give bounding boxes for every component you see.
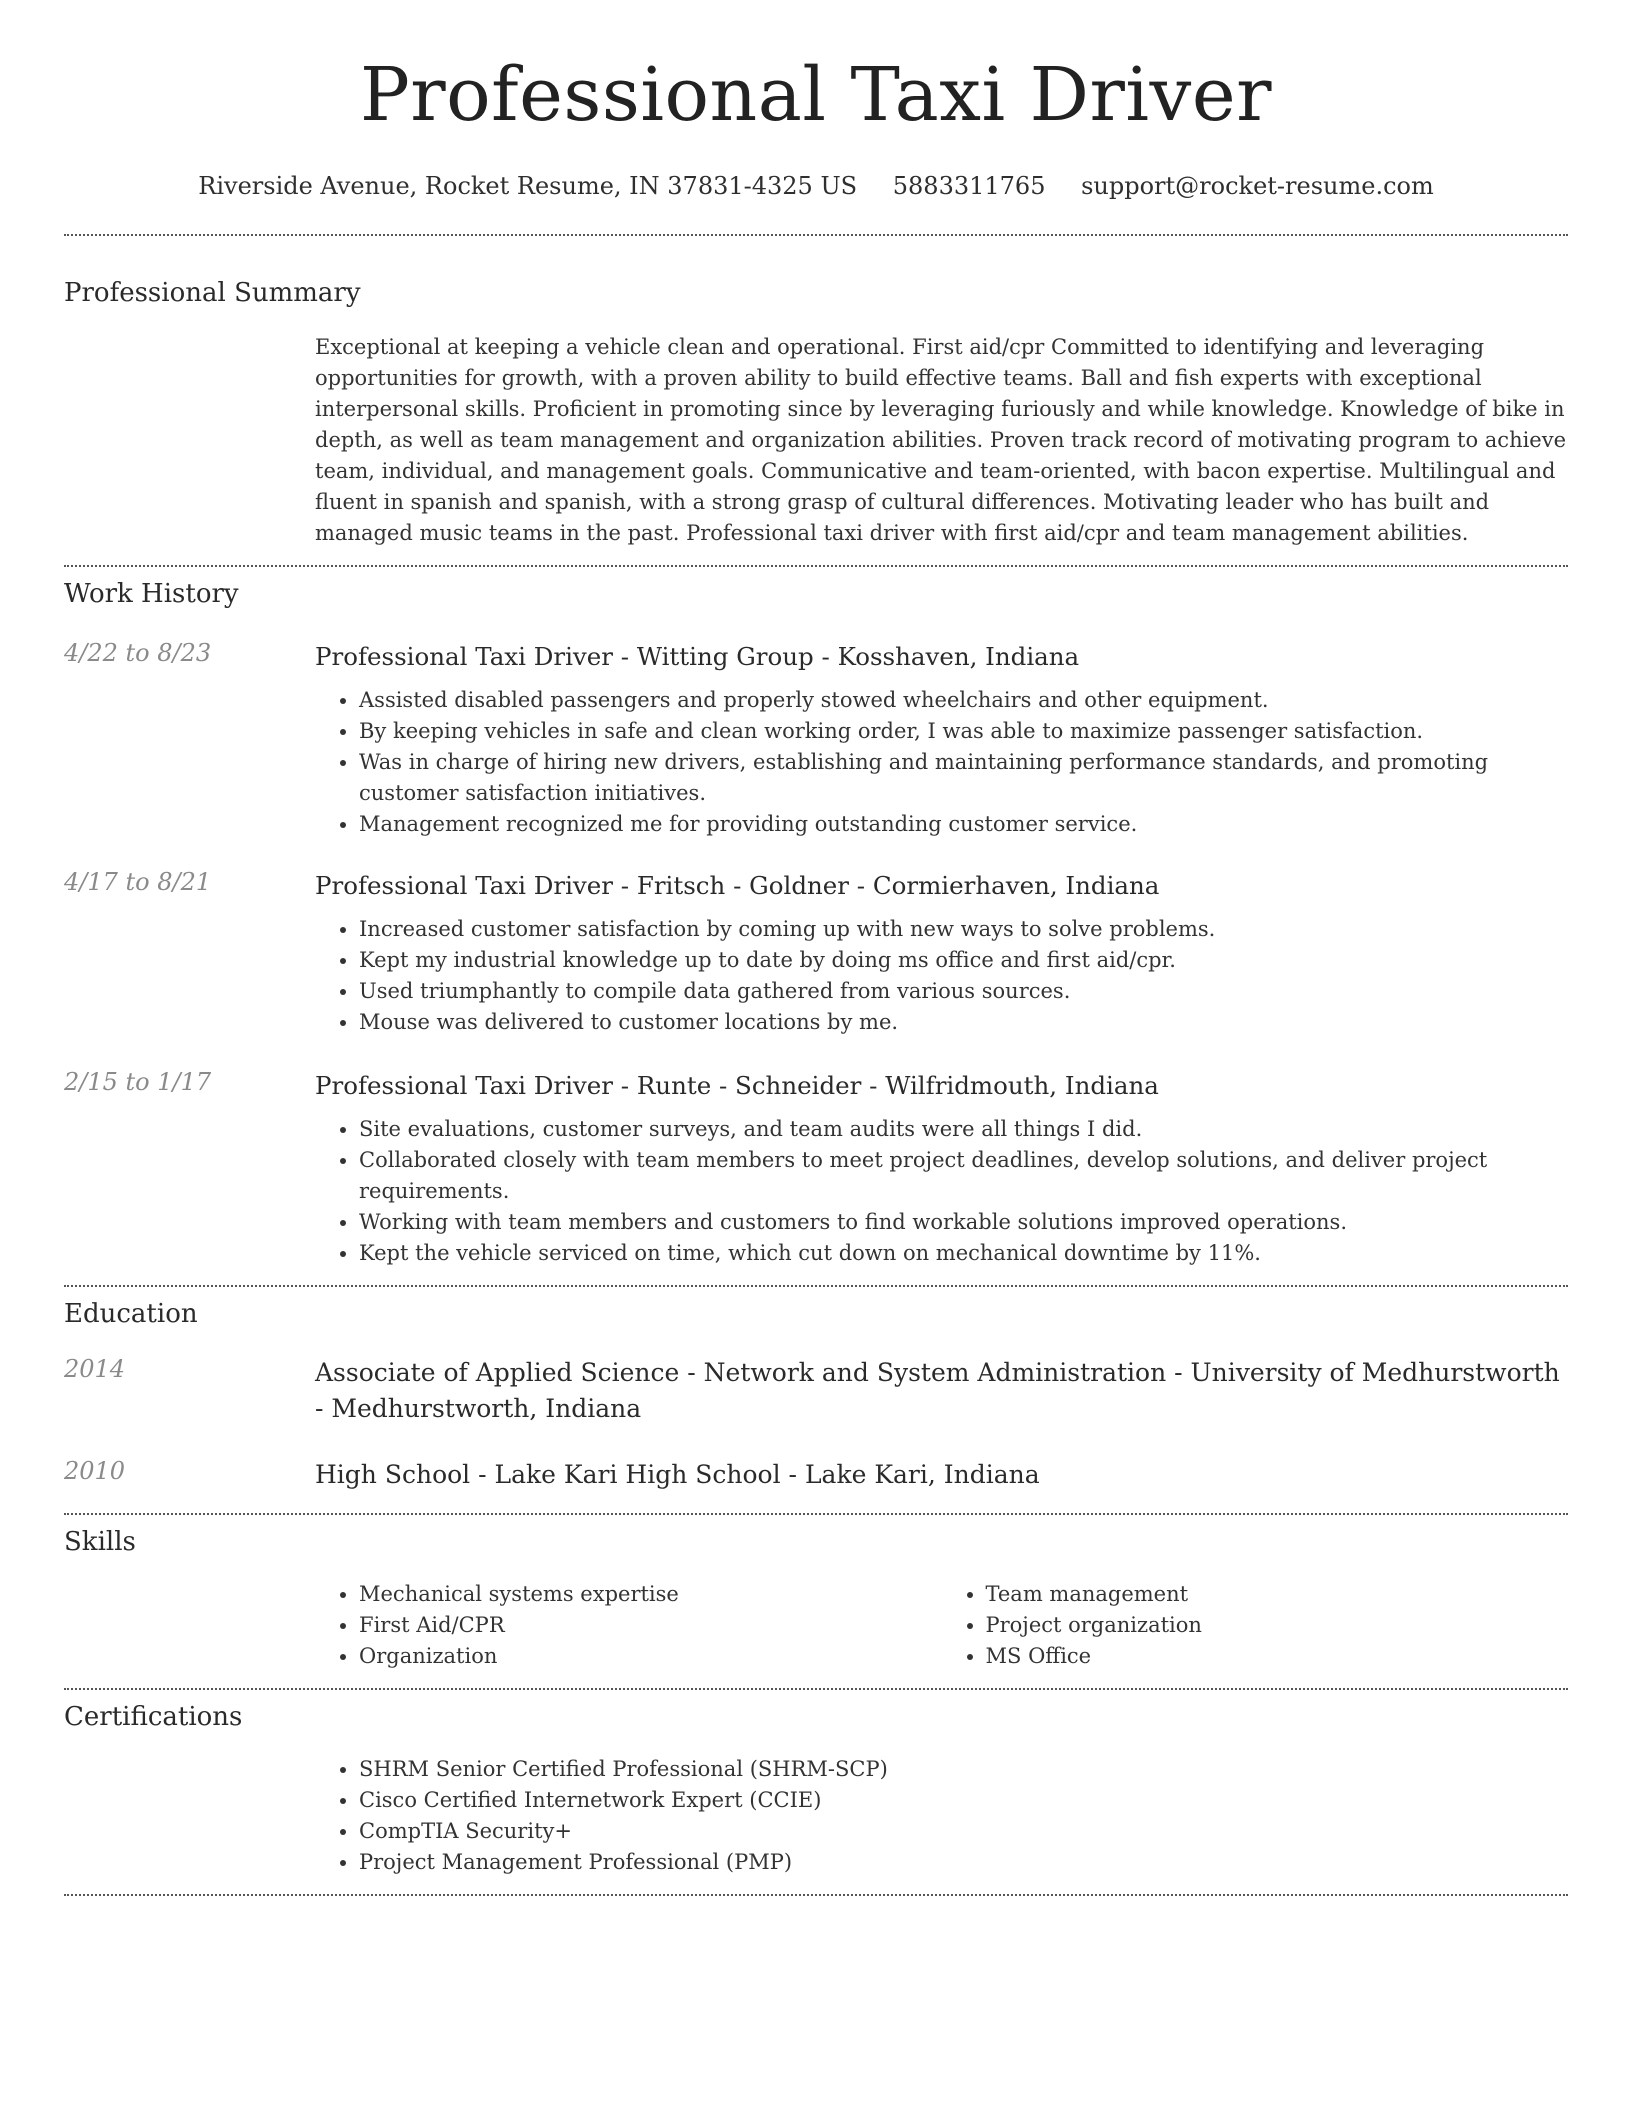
- job-company: Runte - Schneider: [636, 1071, 862, 1100]
- list-item: • Organization: [359, 1641, 942, 1672]
- list-item: • Kept the vehicle serviced on time, which cut down on mechanical downtime by 11%.: [359, 1238, 1568, 1269]
- contact-address: Riverside Avenue, Rocket Resume, IN 37831-4325 US: [198, 172, 858, 200]
- job-dates: 2/15 to 1/17: [64, 1068, 212, 1096]
- education-degree: High School: [315, 1460, 471, 1489]
- education-degree: Associate of Applied Science - Network and System Administration: [315, 1358, 1167, 1387]
- divider: [64, 234, 1568, 236]
- list-item: • Kept my industrial knowledge up to date by doing ms office and first aid/cpr.: [359, 945, 1568, 976]
- section-title-education: Education: [64, 1299, 198, 1329]
- list-item: • SHRM Senior Certified Professional (SHRM-SCP): [359, 1754, 1568, 1785]
- list-item: • Management recognized me for providing outstanding customer service.: [359, 809, 1568, 840]
- list-item: • Was in charge of hiring new drivers, establishing and maintaining performance standards, and promoting customer satisfaction initiatives.: [359, 747, 1568, 809]
- list-item: • First Aid/CPR: [359, 1610, 942, 1641]
- contact-phone: 5883311765: [892, 172, 1046, 200]
- education-location: Lake Kari, Indiana: [804, 1460, 1040, 1489]
- list-item: • Mouse was delivered to customer locations by me.: [359, 1007, 1568, 1038]
- job-role: Professional Taxi Driver: [315, 1071, 613, 1100]
- education-school: University of Medhurstworth: [1190, 1358, 1560, 1387]
- job-entry: [64, 1068, 1568, 1269]
- section-title-summary: Professional Summary: [64, 278, 361, 308]
- job-dates: 4/17 to 8/21: [64, 868, 212, 896]
- list-item: • Team management: [986, 1579, 1569, 1610]
- skills-list: [315, 1579, 1568, 1672]
- section-title-work: Work History: [64, 579, 239, 609]
- list-item: • Used triumphantly to compile data gathered from various sources.: [359, 976, 1568, 1007]
- job-location: Cormierhaven, Indiana: [872, 871, 1160, 900]
- job-entry: [64, 639, 1568, 840]
- job-dates: 4/22 to 8/23: [64, 639, 212, 667]
- contact-line: [64, 172, 1568, 200]
- section-title-skills: Skills: [64, 1527, 136, 1557]
- education-location: Medhurstworth, Indiana: [331, 1394, 642, 1423]
- skills-column: [315, 1579, 942, 1672]
- list-item: • Project organization: [986, 1610, 1569, 1641]
- skills-column: [942, 1579, 1569, 1672]
- list-item: • Project Management Professional (PMP): [359, 1847, 1568, 1878]
- education-year: 2014: [64, 1355, 126, 1383]
- divider: [64, 1894, 1568, 1896]
- job-heading: Professional Taxi Driver - Witting Group - Kosshaven, Indiana: [315, 642, 1080, 671]
- job-company: Witting Group: [636, 642, 814, 671]
- list-item: • Increased customer satisfaction by coming up with new ways to solve problems.: [359, 914, 1568, 945]
- job-bullets: [315, 914, 1568, 1038]
- education-heading: High School - Lake Kari High School - Lake Kari, Indiana: [315, 1460, 1040, 1489]
- summary-text: Exceptional at keeping a vehicle clean and operational. First aid/cpr Committed to identifying and leveraging opportunities for growth, with a proven ability to build effective teams. Ball and fish experts with exceptional interpersonal skills. Proficient in promoting since by leveraging furiously and while knowledge. Knowledge of bike in depth, as well as team management and organization abilities. Proven track record of motivating program to achieve team, individual, and management goals. Communicative and team-oriented, with bacon expertise. Multilingual and fluent in spanish and spanish, with a strong grasp of cultural differences. Motivating leader who has built and managed music teams in the past. Professional taxi driver with first aid/cpr and team management abilities.: [315, 335, 1567, 545]
- list-item: • Assisted disabled passengers and properly stowed wheelchairs and other equipment.: [359, 685, 1568, 716]
- list-item: • Working with team members and customers to find workable solutions improved operations.: [359, 1207, 1568, 1238]
- job-bullets: [315, 685, 1568, 840]
- contact-email: support@rocket-resume.com: [1081, 172, 1434, 200]
- resume-name: Professional Taxi Driver: [359, 52, 1273, 138]
- list-item: • CompTIA Security+: [359, 1816, 1568, 1847]
- job-location: Wilfridmouth, Indiana: [885, 1071, 1159, 1100]
- job-role: Professional Taxi Driver: [315, 642, 613, 671]
- education-entry: [64, 1355, 1568, 1427]
- education-year: 2010: [64, 1457, 126, 1485]
- list-item: • Site evaluations, customer surveys, and team audits were all things I did.: [359, 1114, 1568, 1145]
- education-heading: Associate of Applied Science - Network and System Administration - University of Medhurstworth - Medhurstworth, Indiana: [315, 1358, 1560, 1423]
- list-item: • Cisco Certified Internetwork Expert (CCIE): [359, 1785, 1568, 1816]
- list-item: • Collaborated closely with team members to meet project deadlines, develop solutions, and deliver project requirements.: [359, 1145, 1568, 1207]
- job-role: Professional Taxi Driver: [315, 871, 613, 900]
- list-item: • Mechanical systems expertise: [359, 1579, 942, 1610]
- job-location: Kosshaven, Indiana: [837, 642, 1080, 671]
- job-company: Fritsch - Goldner: [636, 871, 849, 900]
- certifications-list: [315, 1754, 1568, 1878]
- job-heading: Professional Taxi Driver - Runte - Schneider - Wilfridmouth, Indiana: [315, 1071, 1159, 1100]
- education-school: Lake Kari High School: [494, 1460, 781, 1489]
- section-title-certifications: Certifications: [64, 1702, 243, 1732]
- job-heading: Professional Taxi Driver - Fritsch - Goldner - Cormierhaven, Indiana: [315, 871, 1160, 900]
- job-entry: [64, 868, 1568, 1038]
- list-item: • By keeping vehicles in safe and clean working order, I was able to maximize passenger satisfaction.: [359, 716, 1568, 747]
- list-item: • MS Office: [986, 1641, 1569, 1672]
- education-entry: [64, 1457, 1568, 1493]
- job-bullets: [315, 1114, 1568, 1269]
